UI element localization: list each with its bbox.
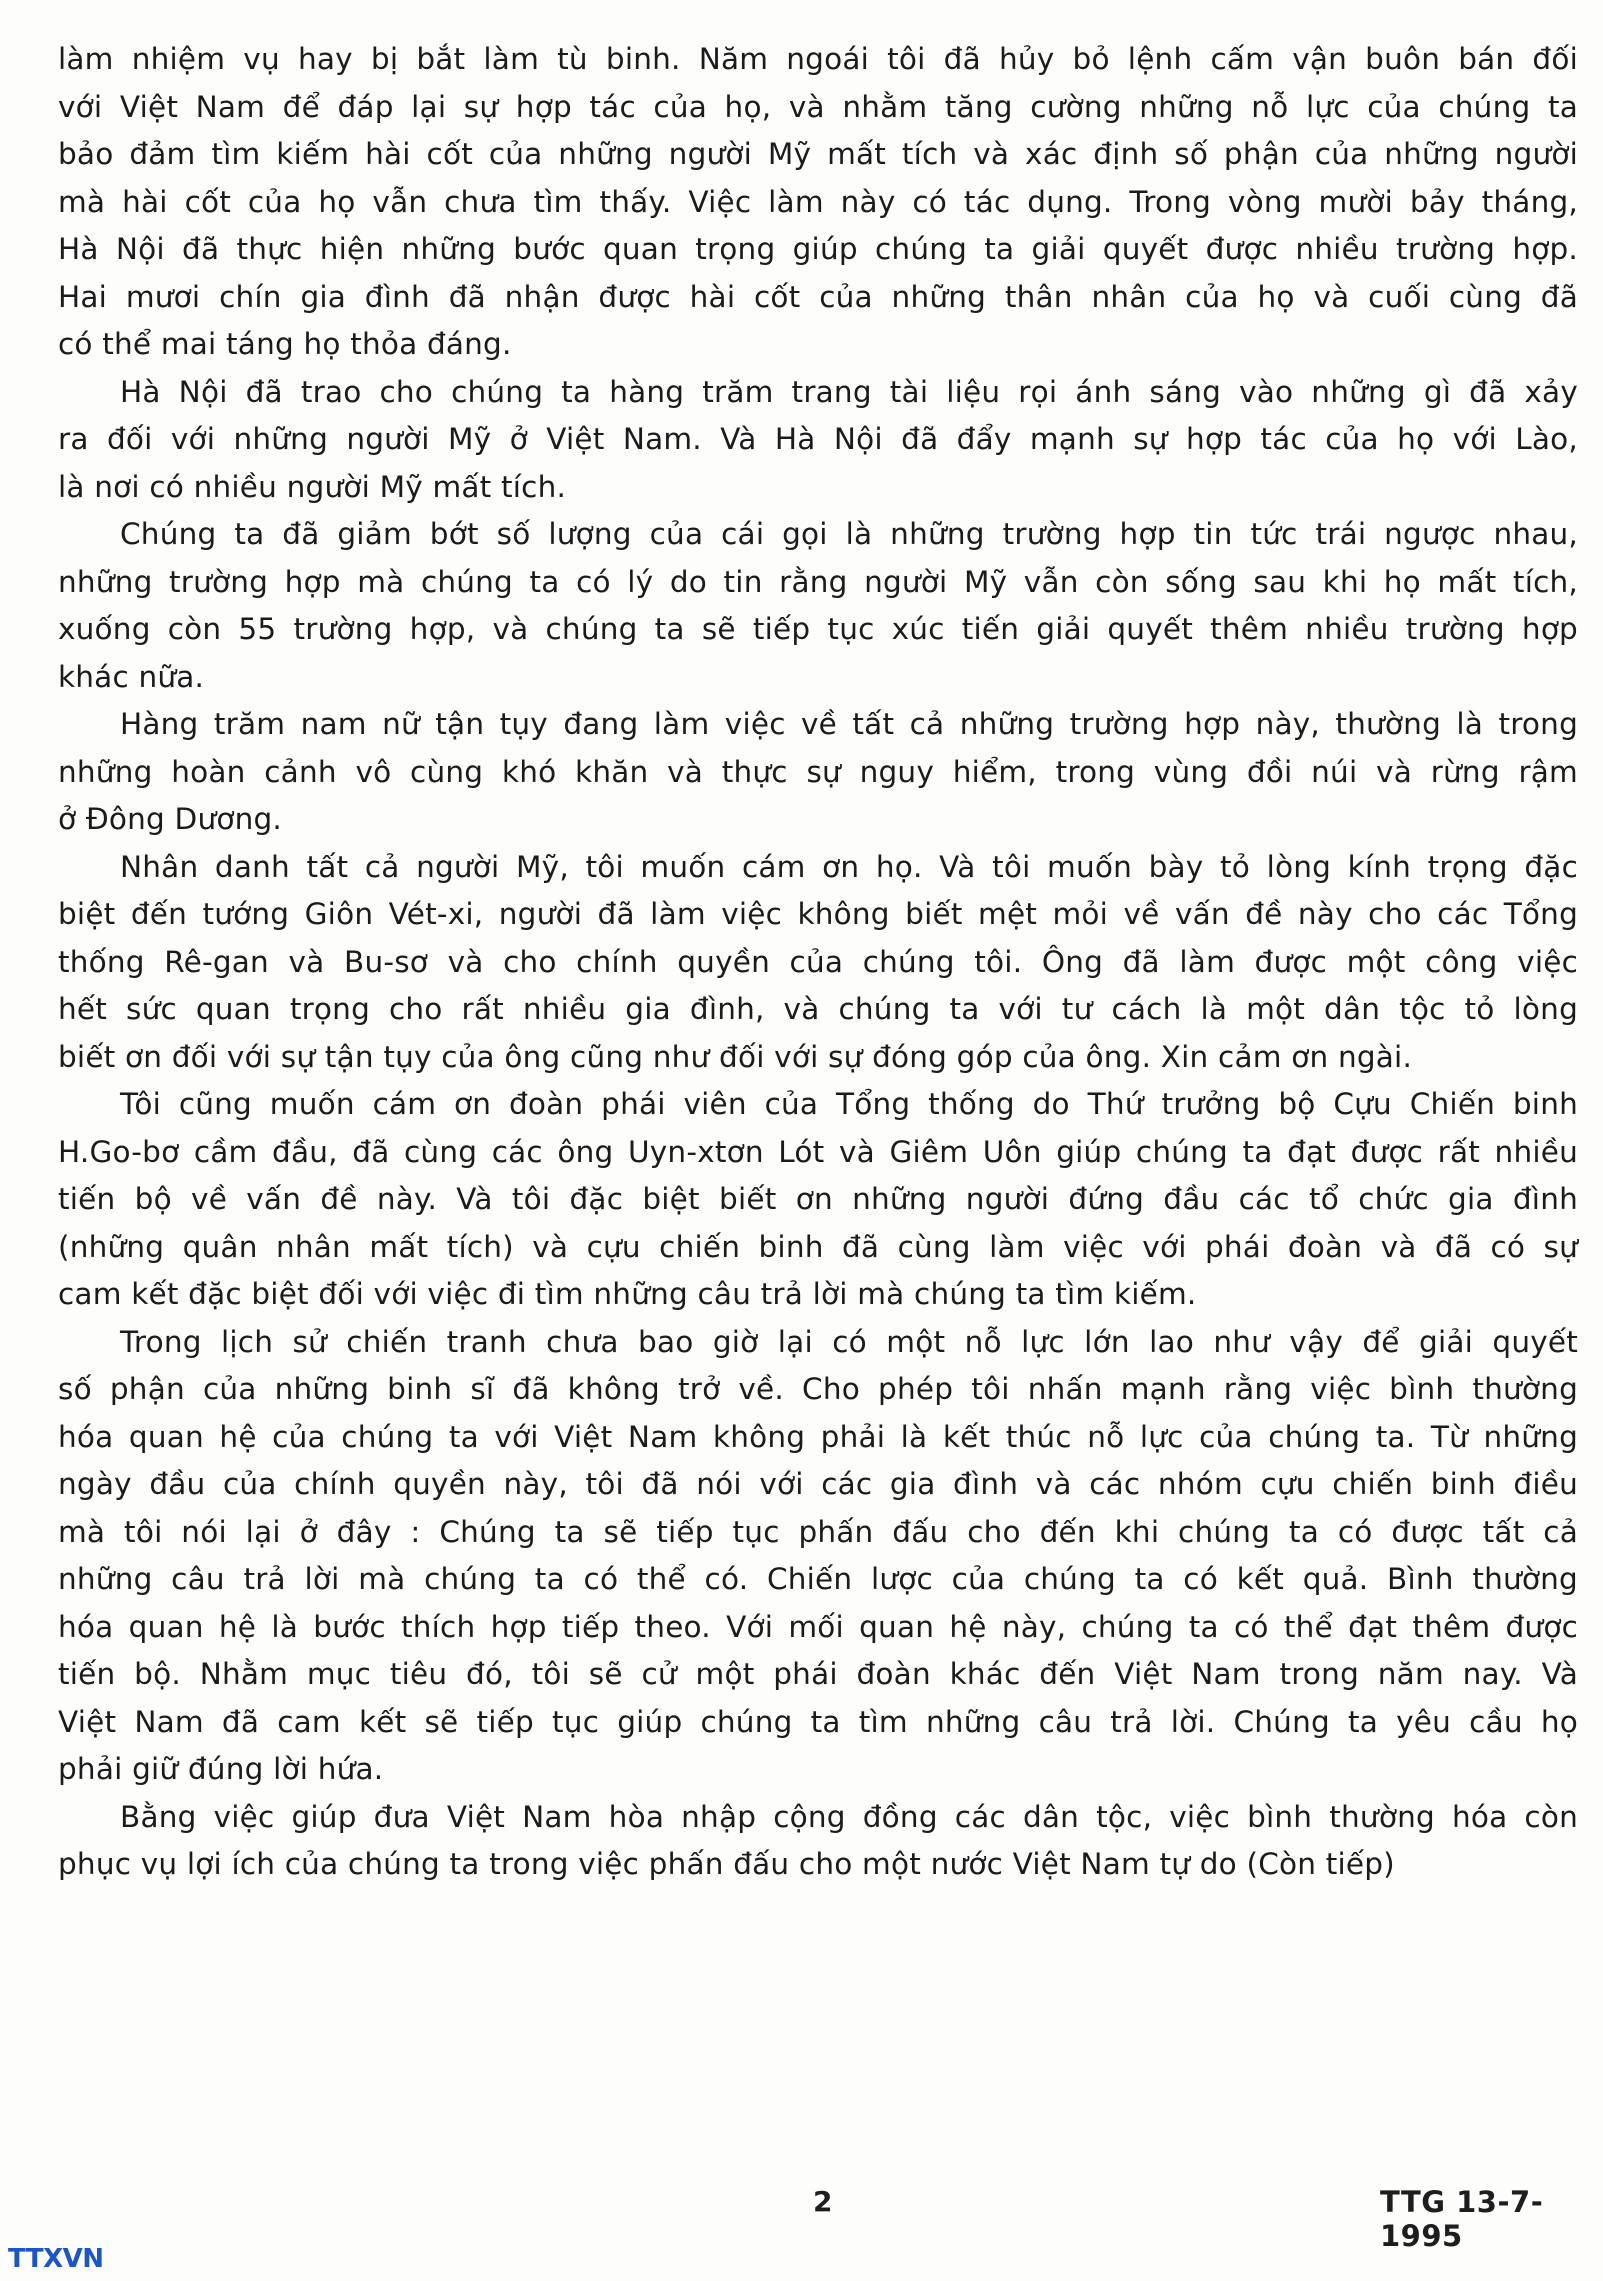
text-line: cam kết đặc biệt đối với việc đi tìm những câu trả lời mà chúng ta tìm kiếm. (58, 1277, 1197, 1311)
paragraph (58, 511, 1578, 701)
text-line: hóa quan hệ là bước thích hợp tiếp theo. Với mối quan hệ này, chúng ta có thể đạt thêm được (58, 1609, 1578, 1644)
paragraph (58, 1319, 1578, 1794)
text-line: Hà Nội đã thực hiện những bước quan trọng giúp chúng ta giải quyết được nhiều trường hợp. (58, 232, 1578, 266)
text-line: hết sức quan trọng cho rất nhiều gia đình, và chúng ta với tư cách là một dân tộc tỏ lòng (58, 992, 1578, 1026)
document-reference: TTG 13-7-1995 (1380, 2185, 1544, 2253)
paragraph (58, 1081, 1578, 1319)
text-line: mà tôi nói lại ở đây : Chúng ta sẽ tiếp tục phấn đấu cho đến khi chúng ta có được tất cả (58, 1514, 1578, 1549)
paragraph (58, 1794, 1578, 1889)
document-body (58, 36, 1578, 1889)
text-line: ra đối với những người Mỹ ở Việt Nam. Và Hà Nội đã đẩy mạnh sự hợp tác của họ với Lào, (58, 422, 1578, 456)
text-line: là nơi có nhiều người Mỹ mất tích. (58, 469, 567, 504)
text-line: số phận của những binh sĩ đã không trở về. Cho phép tôi nhấn mạnh rằng việc bình thường (58, 1372, 1578, 1406)
paragraph (58, 844, 1578, 1082)
text-line: Tôi cũng muốn cám ơn đoàn phái viên của Tổng thống do Thứ trưởng bộ Cựu Chiến binh (120, 1087, 1578, 1121)
agency-watermark: TTXVN (8, 2244, 104, 2274)
text-line: với Việt Nam để đáp lại sự hợp tác của họ, và nhằm tăng cường những nỗ lực của chúng ta (58, 89, 1578, 124)
text-line: Hai mươi chín gia đình đã nhận được hài cốt của những thân nhân của họ và cuối cùng đã (58, 279, 1578, 314)
text-line: những hoàn cảnh vô cùng khó khăn và thực sự nguy hiểm, trong vùng đồi núi và rừng rậm (58, 754, 1578, 789)
text-line: làm nhiệm vụ hay bị bắt làm tù binh. Năm ngoái tôi đã hủy bỏ lệnh cấm vận buôn bán đối (58, 42, 1578, 76)
text-line: xuống còn 55 trường hợp, và chúng ta sẽ tiếp tục xúc tiến giải quyết thêm nhiều trường hợp (58, 612, 1578, 646)
text-line: phục vụ lợi ích của chúng ta trong việc phấn đấu cho một nước Việt Nam tự do (Còn tiếp) (58, 1847, 1395, 1881)
text-line: ngày đầu của chính quyền này, tôi đã nói với các gia đình và các nhóm cựu chiến binh điều (58, 1467, 1578, 1501)
text-line: mà hài cốt của họ vẫn chưa tìm thấy. Việc làm này có tác dụng. Trong vòng mười bảy tháng, (58, 184, 1578, 219)
text-line: biết ơn đối với sự tận tụy của ông cũng như đối với sự đóng góp của ông. Xin cảm ơn ngài. (58, 1039, 1413, 1074)
text-line: khác nữa. (58, 659, 205, 694)
text-line: Hàng trăm nam nữ tận tụy đang làm việc về tất cả những trường hợp này, thường là trong (120, 707, 1578, 741)
text-line: những câu trả lời mà chúng ta có thể có. Chiến lược của chúng ta có kết quả. Bình thường (58, 1562, 1578, 1596)
text-line: tiến bộ. Nhằm mục tiêu đó, tôi sẽ cử một phái đoàn khác đến Việt Nam trong năm nay. Và (58, 1657, 1578, 1691)
text-line: tiến bộ về vấn đề này. Và tôi đặc biệt biết ơn những người đứng đầu các tổ chức gia đình (58, 1182, 1578, 1216)
page-number: 2 (813, 2185, 833, 2218)
text-line: Hà Nội đã trao cho chúng ta hàng trăm trang tài liệu rọi ánh sáng vào những gì đã xảy (120, 374, 1578, 409)
paragraph (58, 701, 1578, 844)
text-line: biệt đến tướng Giôn Vét-xi, người đã làm việc không biết mệt mỏi về vấn đề này cho các Tổng (58, 897, 1578, 931)
text-line: Việt Nam đã cam kết sẽ tiếp tục giúp chúng ta tìm những câu trả lời. Chúng ta yêu cầu họ (58, 1704, 1578, 1739)
text-line: (những quân nhân mất tích) và cựu chiến binh đã cùng làm việc với phái đoàn và đã có sự (58, 1229, 1578, 1264)
paragraph (58, 369, 1578, 512)
text-line: H.Go-bơ cầm đầu, đã cùng các ông Uyn-xtơn Lót và Giêm Uôn giúp chúng ta đạt được rất nhiều (58, 1134, 1578, 1169)
text-line: bảo đảm tìm kiếm hài cốt của những người Mỹ mất tích và xác định số phận của những người (58, 137, 1578, 171)
text-line: thống Rê-gan và Bu-sơ và cho chính quyền của chúng tôi. Ông đã làm được một công việc (58, 944, 1578, 979)
text-line: phải giữ đúng lời hứa. (58, 1752, 384, 1786)
text-line: Nhân danh tất cả người Mỹ, tôi muốn cám ơn họ. Và tôi muốn bày tỏ lòng kính trọng đặc (120, 849, 1578, 884)
text-line: hóa quan hệ của chúng ta với Việt Nam không phải là kết thúc nỗ lực của chúng ta. Từ những (58, 1419, 1578, 1454)
text-line: có thể mai táng họ thỏa đáng. (58, 327, 512, 361)
text-line: Chúng ta đã giảm bớt số lượng của cái gọi là những trường hợp tin tức trái ngược nhau, (120, 517, 1578, 551)
text-line: ở Đông Dương. (58, 802, 282, 836)
text-line: Trong lịch sử chiến tranh chưa bao giờ lại có một nỗ lực lớn lao như vậy để giải quyết (120, 1324, 1578, 1359)
text-line: những trường hợp mà chúng ta có lý do tin rằng người Mỹ vẫn còn sống sau khi họ mất tích, (58, 564, 1578, 599)
paragraph (58, 36, 1578, 369)
text-line: Bằng việc giúp đưa Việt Nam hòa nhập cộng đồng các dân tộc, việc bình thường hóa còn (120, 1799, 1578, 1834)
